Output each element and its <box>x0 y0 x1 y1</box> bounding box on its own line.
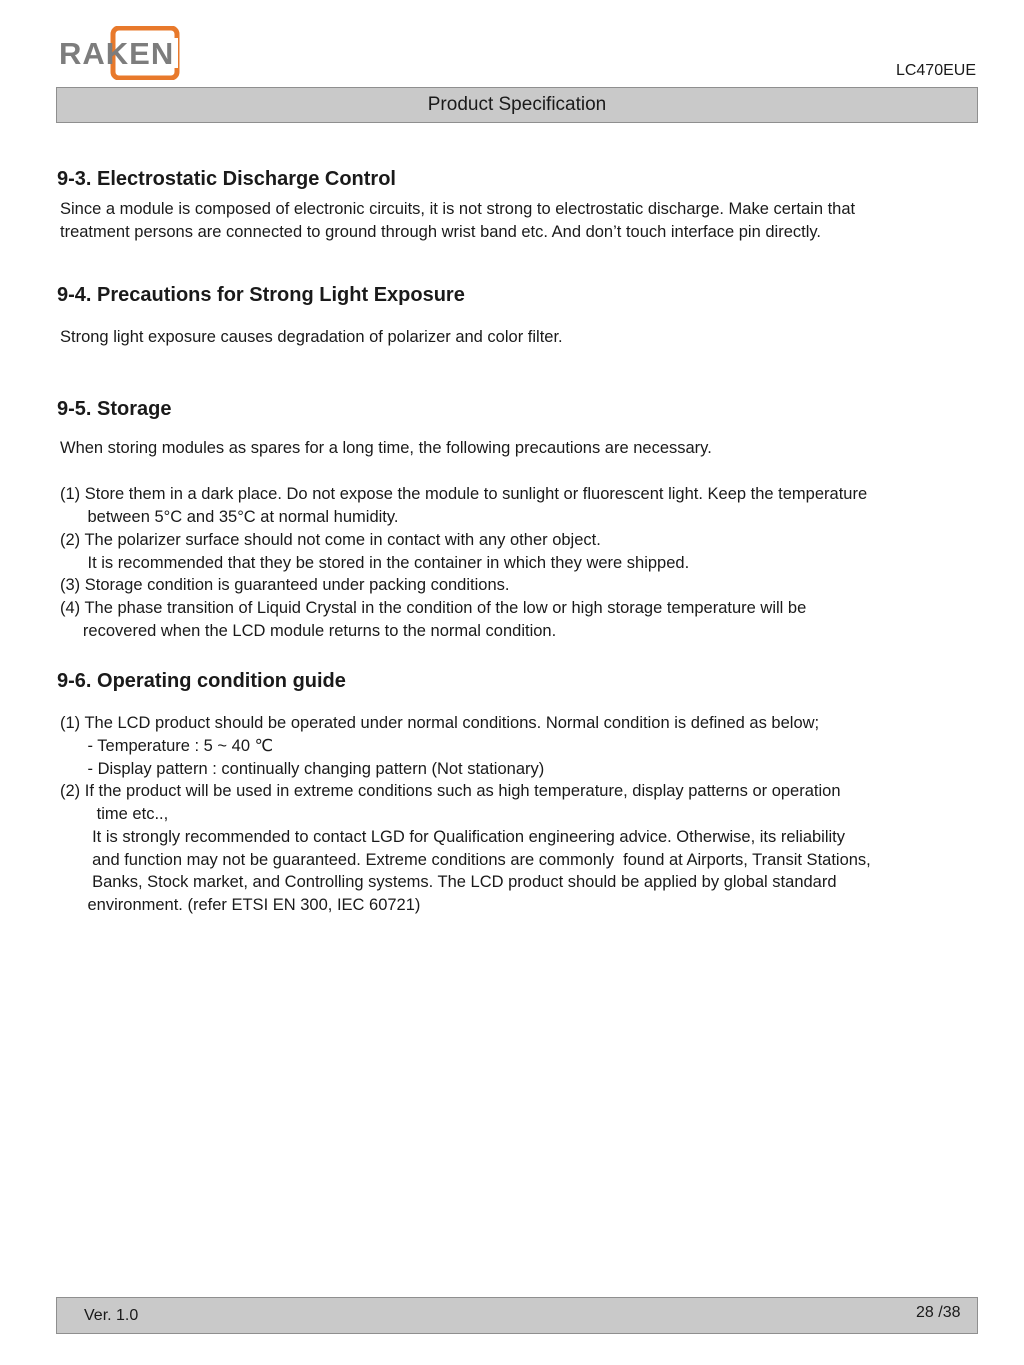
section-heading: 9-3. Electrostatic Discharge Control <box>57 168 396 190</box>
list-line: It is recommended that they be stored in the container in which they were shipped. <box>60 554 690 572</box>
list-line: between 5°C and 35°C at normal humidity. <box>60 508 399 526</box>
header-bar <box>56 87 978 123</box>
list-line: time etc.., <box>60 805 169 823</box>
model-number: LC470EUE <box>895 62 976 79</box>
list-line: (2) The polarizer surface should not come in contact with any other object. <box>60 531 601 549</box>
list-line: Banks, Stock market, and Controlling systems. The LCD product should be applied by global standard <box>60 873 837 891</box>
footer-bar <box>56 1297 978 1334</box>
list-line: (3) Storage condition is guaranteed under packing conditions. <box>60 576 510 594</box>
list-line: - Temperature : 5 ~ 40 ℃ <box>60 737 274 755</box>
list-line: (2) If the product will be used in extreme conditions such as high temperature, display patterns or operation <box>60 782 841 800</box>
list-line: recovered when the LCD module returns to the normal condition. <box>60 622 557 640</box>
list-line: It is strongly recommended to contact LGD for Qualification engineering advice. Otherwise, its reliability <box>60 828 846 846</box>
page-title: Product Specification <box>427 94 607 115</box>
section-heading: 9-6. Operating condition guide <box>57 670 346 692</box>
list-line: (1) Store them in a dark place. Do not expose the module to sunlight or fluorescent light. Keep the temperature <box>60 485 868 503</box>
list-line: (4) The phase transition of Liquid Crystal in the condition of the low or high storage temperature will be <box>60 599 807 617</box>
raken-logo <box>58 26 182 80</box>
section-heading: 9-5. Storage <box>57 398 172 420</box>
list-line: (1) The LCD product should be operated under normal conditions. Normal condition is defined as below; <box>60 714 820 732</box>
paragraph-line: Since a module is composed of electronic circuits, it is not strong to electrostatic discharge. Make certain that <box>60 200 856 218</box>
paragraph-line: Strong light exposure causes degradation of polarizer and color filter. <box>60 328 563 346</box>
section-heading: 9-4. Precautions for Strong Light Exposure <box>57 284 465 306</box>
page-number: 28 /38 <box>916 1304 961 1321</box>
list-line: environment. (refer ETSI EN 300, IEC 60721) <box>60 896 421 914</box>
version-label: Ver. 1.0 <box>84 1307 139 1324</box>
list-line: - Display pattern : continually changing pattern (Not stationary) <box>60 760 545 778</box>
paragraph-line: treatment persons are connected to ground through wrist band etc. And don’t touch interface pin directly. <box>60 223 821 241</box>
svg-text:RAKEN: RAKEN <box>59 36 175 71</box>
paragraph-line: When storing modules as spares for a long time, the following precautions are necessary. <box>60 439 712 457</box>
list-line: and function may not be guaranteed. Extreme conditions are commonly found at Airports, Transit Stations, <box>60 851 871 869</box>
